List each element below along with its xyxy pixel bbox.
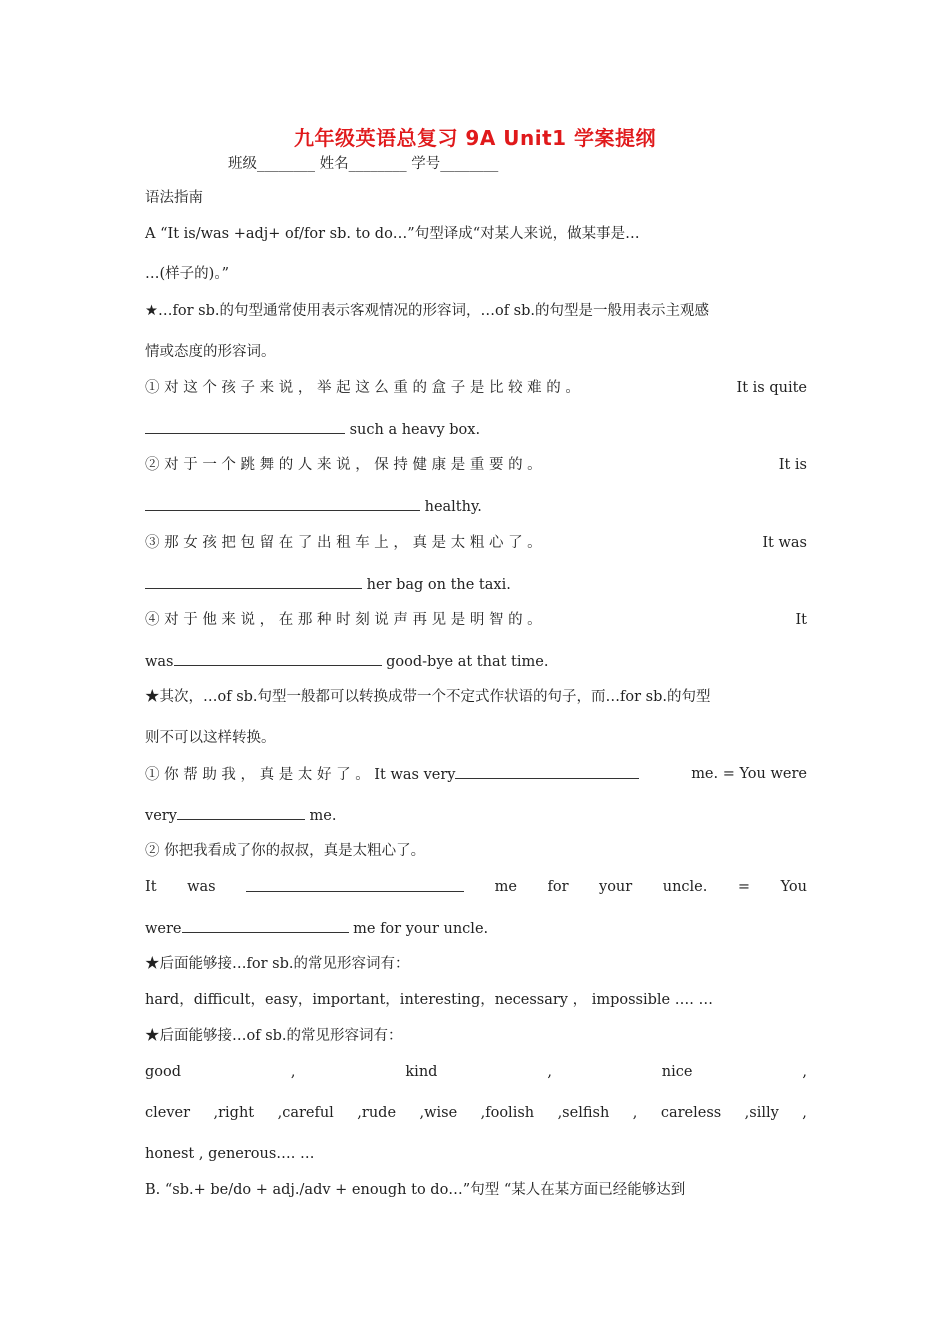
exercise-4-answer bbox=[145, 651, 807, 672]
exercise-text: ② 对 于 一 个 跳 舞 的 人 来 说 ， 保 持 健 康 是 重 要 的 。 bbox=[145, 457, 542, 473]
exercise-text: It is quite bbox=[736, 380, 807, 396]
exercise-text: ③ 那 女 孩 把 包 留 在 了 出 租 车 上 ， 真 是 太 粗 心 了 。 bbox=[145, 535, 542, 551]
exercise-6-prompt: ② 你把我看成了你的叔叔，真是太粗心了。 bbox=[145, 843, 426, 859]
exercise-2-answer bbox=[145, 496, 807, 517]
exercise-1-answer bbox=[145, 419, 807, 440]
adjective: ,foolish bbox=[480, 1105, 535, 1121]
adjective: ,rude bbox=[357, 1105, 397, 1121]
exercise-text: healthy. bbox=[424, 499, 482, 515]
answer-blank[interactable] bbox=[182, 918, 349, 933]
page-title: 九年级英语总复习 9A Unit1 学案提纲 bbox=[293, 126, 657, 150]
exercise-text: good-bye at that time. bbox=[386, 654, 549, 670]
adjective-list: honest , generous…. … bbox=[145, 1146, 315, 1162]
separator: , bbox=[632, 1105, 638, 1121]
text-line: ★其次，…of sb.句型一般都可以转换成带一个不定式作状语的句子，而…for sb.的句型 bbox=[145, 689, 711, 705]
adjective: clever bbox=[145, 1105, 191, 1121]
exercise-text: me. bbox=[309, 808, 337, 824]
exercise-4-prompt bbox=[145, 610, 807, 630]
exercise-text: It was bbox=[762, 535, 807, 551]
adjective: ,wise bbox=[419, 1105, 458, 1121]
exercise-text: me. = You were bbox=[691, 766, 807, 782]
exercise-text: very bbox=[145, 808, 177, 824]
adjective-list bbox=[145, 1062, 807, 1082]
exercise-text: me for your uncle. bbox=[353, 921, 489, 937]
answer-blank[interactable] bbox=[145, 496, 420, 511]
section-heading: 语法指南 bbox=[145, 190, 203, 206]
exercise-3-answer bbox=[145, 574, 807, 595]
text-line: 情或态度的形容词。 bbox=[145, 344, 276, 360]
separator: , bbox=[802, 1105, 807, 1121]
separator: , bbox=[290, 1064, 296, 1080]
text-line: ★后面能够接…of sb.的常见形容词有： bbox=[145, 1028, 403, 1044]
answer-blank[interactable] bbox=[246, 877, 464, 892]
exercise-6-line bbox=[145, 877, 807, 897]
exercise-word: You bbox=[780, 879, 807, 895]
answer-blank[interactable] bbox=[174, 651, 382, 666]
adjective: nice bbox=[661, 1064, 693, 1080]
adjective: ,selfish bbox=[557, 1105, 610, 1121]
exercise-text: It bbox=[795, 612, 807, 628]
text-line: 则不可以这样转换。 bbox=[145, 730, 276, 746]
adjective: kind bbox=[405, 1064, 438, 1080]
exercise-text: her bag on the taxi. bbox=[366, 577, 511, 593]
answer-blank[interactable] bbox=[455, 764, 639, 779]
exercise-word: It bbox=[145, 879, 157, 895]
student-info-line: 班级________ 姓名________ 学号________ bbox=[228, 156, 499, 172]
adjective: good bbox=[145, 1064, 182, 1080]
adjective: ,careful bbox=[277, 1105, 334, 1121]
exercise-text: It is bbox=[778, 457, 807, 473]
text-line: B. “sb.+ be/do + adj./adv + enough to do…”句型 “某人在某方面已经能够达到 bbox=[145, 1182, 686, 1198]
text-line: ★…for sb.的句型通常使用表示客观情况的形容词，…of sb.的句型是一般用表示主观感 bbox=[145, 303, 710, 319]
adjective: ,silly bbox=[744, 1105, 779, 1121]
exercise-text: such a heavy box. bbox=[349, 422, 481, 438]
exercise-1-prompt bbox=[145, 378, 807, 398]
exercise-word: uncle. bbox=[662, 879, 708, 895]
exercise-word: your bbox=[599, 879, 633, 895]
separator: , bbox=[547, 1064, 552, 1080]
adjective-list bbox=[145, 1103, 807, 1123]
exercise-6-answer bbox=[145, 918, 807, 939]
exercise-5-prompt bbox=[145, 764, 807, 785]
text-line: …(样子的)。” bbox=[145, 266, 229, 282]
adjective: ,right bbox=[213, 1105, 255, 1121]
text-line: A “It is/was +adj+ of/for sb. to do…”句型译成“对某人来说，做某事是… bbox=[145, 226, 640, 242]
adjective: careless bbox=[660, 1105, 722, 1121]
adjective-list: hard，difficult，easy，important，interesting，necessary ， impossible …. … bbox=[145, 992, 713, 1008]
exercise-word: for bbox=[547, 879, 569, 895]
answer-blank[interactable] bbox=[145, 574, 362, 589]
exercise-word: me bbox=[494, 879, 517, 895]
answer-blank[interactable] bbox=[177, 805, 305, 820]
exercise-text: ① 对 这 个 孩 子 来 说 ， 举 起 这 么 重 的 盒 子 是 比 较 难 的 。 bbox=[145, 380, 580, 396]
exercise-word: = bbox=[737, 879, 751, 895]
exercise-text: ④ 对 于 他 来 说 ， 在 那 种 时 刻 说 声 再 见 是 明 智 的 。 bbox=[145, 612, 542, 628]
answer-blank[interactable] bbox=[145, 419, 345, 434]
exercise-text: ① 你 帮 助 我 ， 真 是 太 好 了 。 It was very bbox=[145, 767, 456, 783]
exercise-3-prompt bbox=[145, 533, 807, 553]
exercise-5-answer bbox=[145, 805, 807, 826]
separator: , bbox=[802, 1064, 807, 1080]
text-line: ★后面能够接…for sb.的常见形容词有： bbox=[145, 956, 410, 972]
exercise-2-prompt bbox=[145, 455, 807, 475]
exercise-word: was bbox=[187, 879, 216, 895]
exercise-text: were bbox=[145, 921, 182, 937]
exercise-text: was bbox=[145, 654, 174, 670]
